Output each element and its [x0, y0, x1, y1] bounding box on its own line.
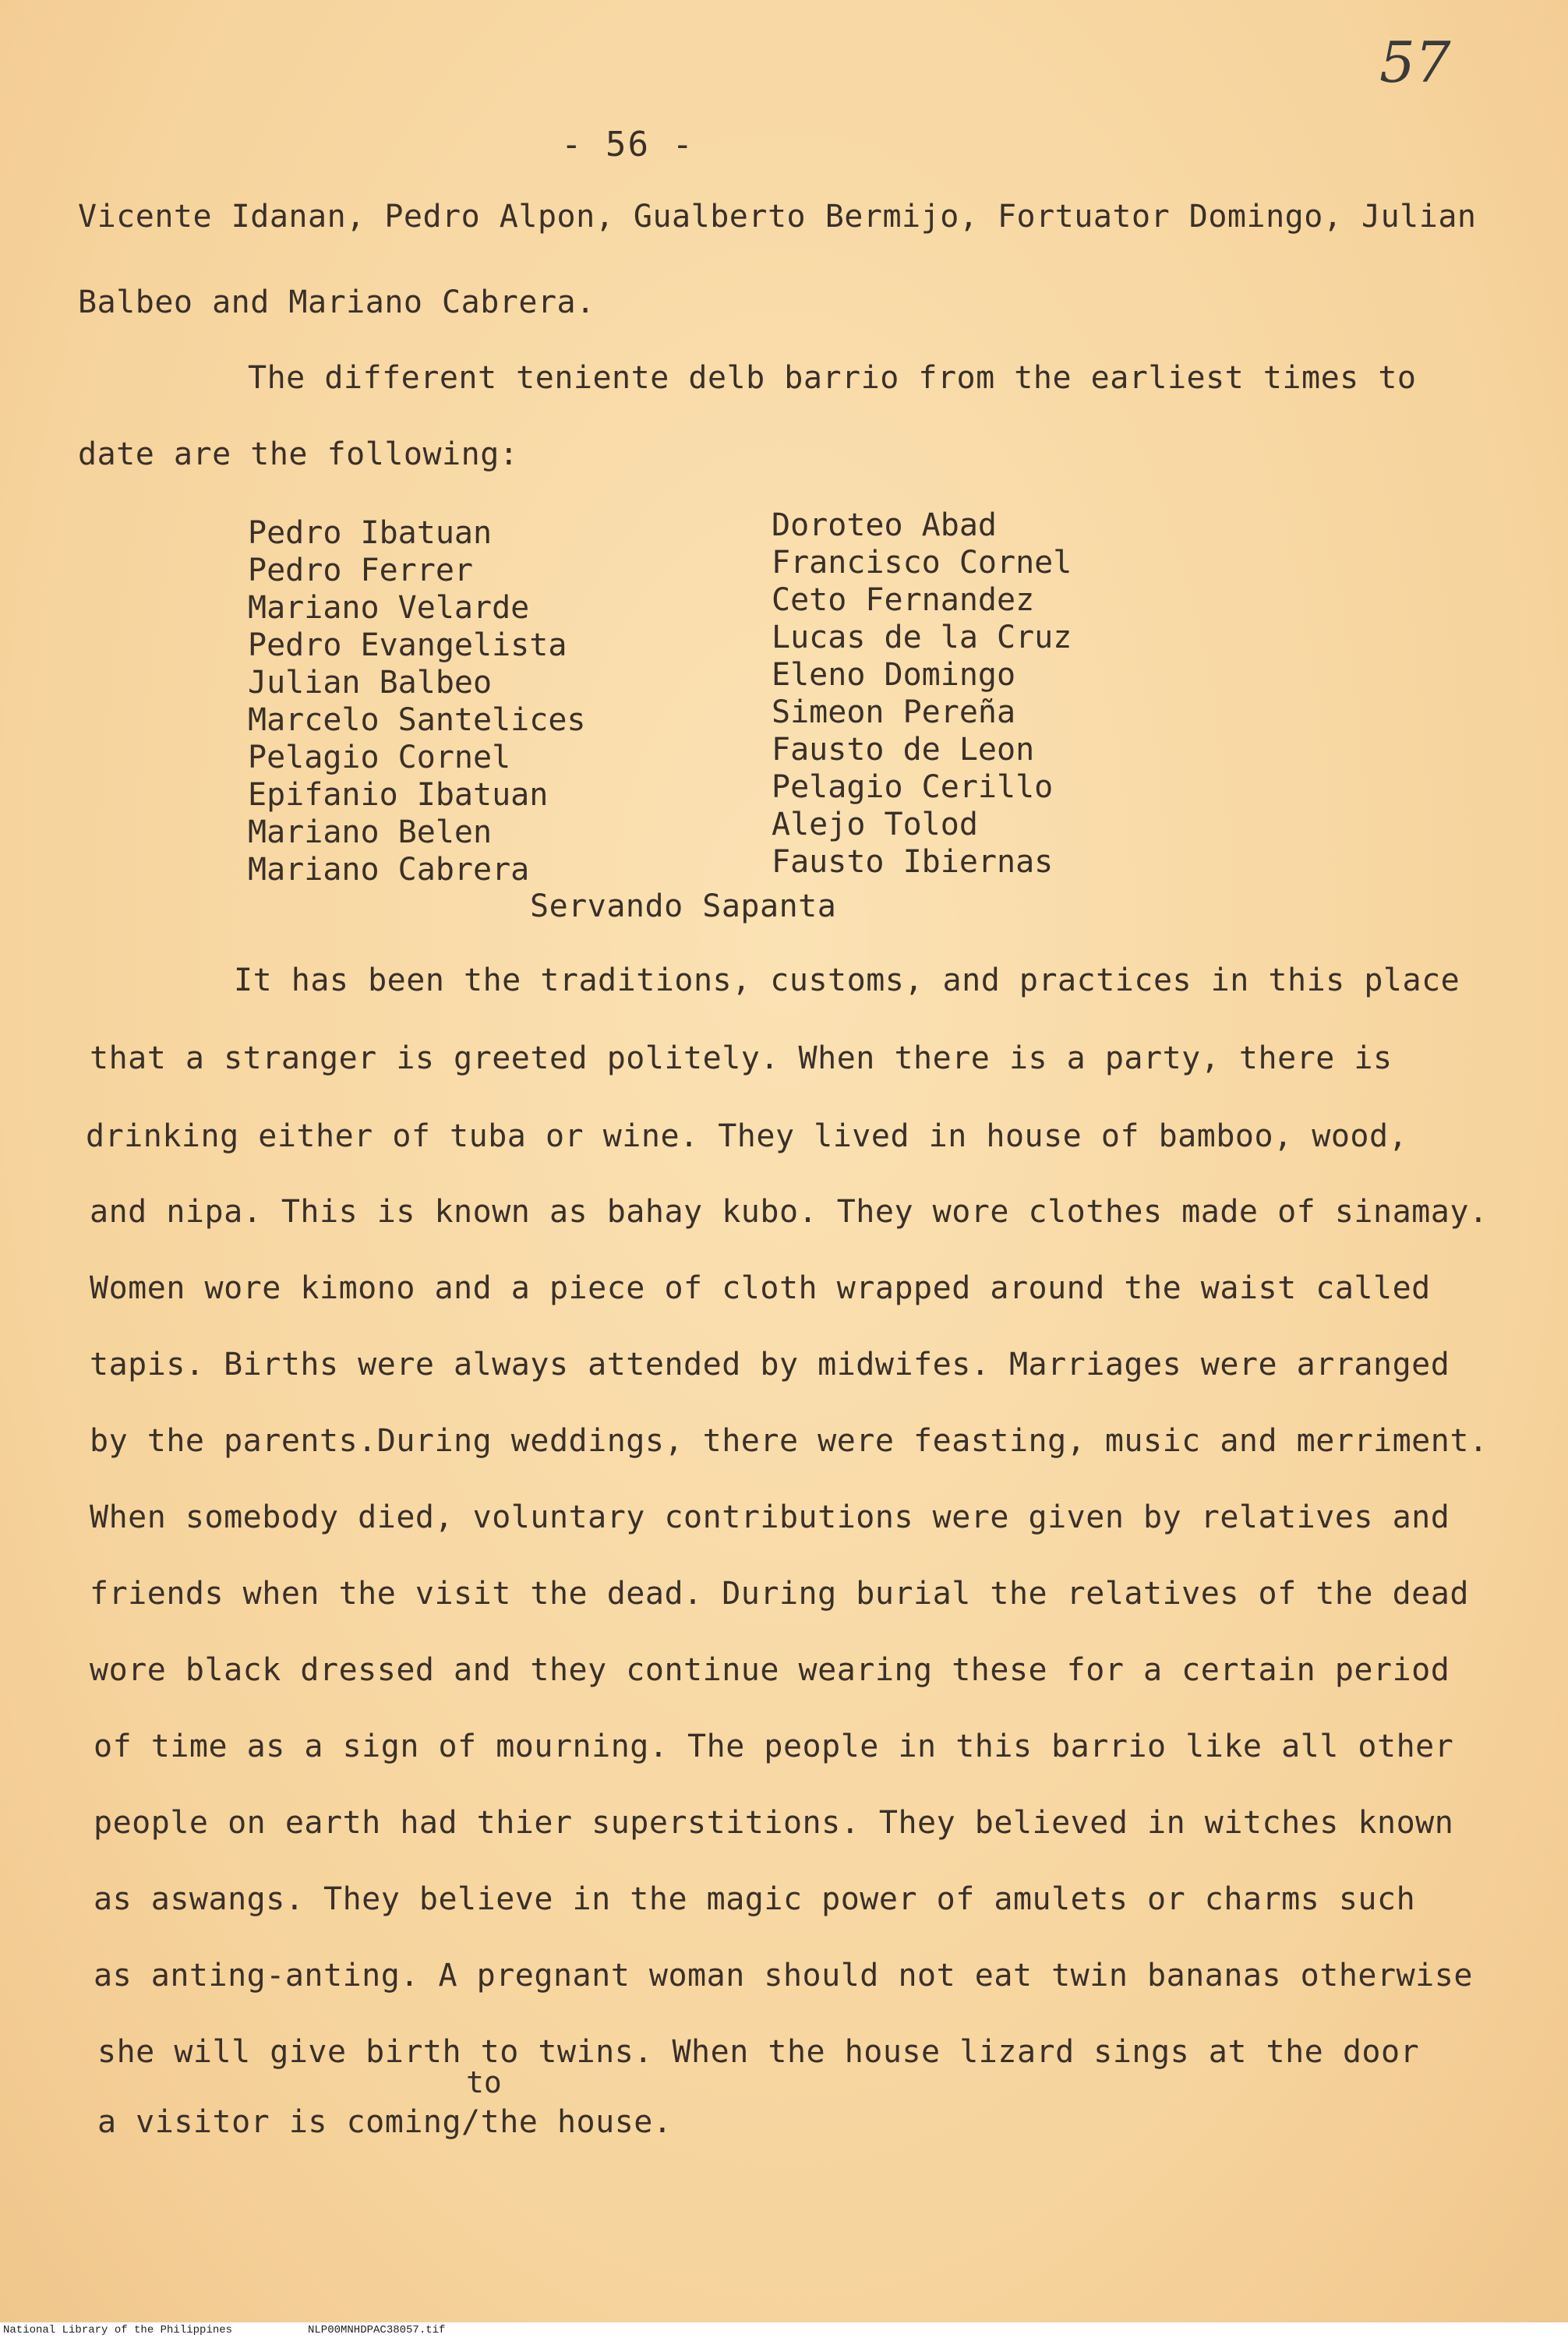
- paragraph-line: tapis. Births were always attended by midwifes. Marriages were arranged: [90, 1347, 1450, 1383]
- intro-line: Vicente Idanan, Pedro Alpon, Gualberto Bermijo, Fortuator Domingo, Julian: [78, 199, 1477, 235]
- teniente-name: Marcelo Santelices: [248, 702, 586, 738]
- paragraph-line: It has been the traditions, customs, and practices in this place: [234, 962, 1460, 998]
- inserted-word: to: [466, 2065, 502, 2100]
- paragraph-line: she will give birth to twins. When the house lizard sings at the door: [97, 2034, 1420, 2070]
- teniente-name: Pedro Ferrer: [248, 553, 473, 588]
- paragraph-line: drinking either of tuba or wine. They lived in house of bamboo, wood,: [86, 1118, 1408, 1154]
- tenientes-right-column: [772, 507, 1072, 881]
- teniente-name: Mariano Cabrera: [248, 852, 530, 888]
- teniente-last-name: Servando Sapanta: [530, 888, 837, 924]
- teniente-name: Pelagio Cerillo: [772, 769, 1054, 805]
- intro-line: The different teniente delb barrio from the earliest times to: [248, 360, 1417, 396]
- paragraph-line: that a stranger is greeted politely. When there is a party, there is: [90, 1040, 1393, 1076]
- paragraph-line: as aswangs. They believe in the magic power of amulets or charms such: [94, 1881, 1416, 1917]
- paragraph-line: friends when the visit the dead. During burial the relatives of the dead: [90, 1576, 1469, 1612]
- paragraph-line: Women wore kimono and a piece of cloth wrapped around the waist called: [90, 1270, 1431, 1306]
- paragraph-line: When somebody died, voluntary contributions were given by relatives and: [90, 1499, 1450, 1535]
- teniente-name: Mariano Velarde: [248, 590, 530, 626]
- tenientes-left-column: [248, 514, 585, 888]
- teniente-name: Epifanio Ibatuan: [248, 777, 549, 813]
- page-number: - 56 -: [561, 125, 694, 164]
- intro-line: Balbeo and Mariano Cabrera.: [78, 284, 595, 320]
- paragraph-line: a visitor is coming/the house.: [97, 2104, 673, 2140]
- intro-line: date are the following:: [78, 436, 519, 472]
- paragraph-line: by the parents.During weddings, there were feasting, music and merriment.: [90, 1423, 1489, 1459]
- teniente-name: Simeon Pereña: [772, 694, 1016, 730]
- paragraph-line: of time as a sign of mourning. The people in this barrio like all other: [94, 1729, 1454, 1764]
- paragraph-line: wore black dressed and they continue wearing these for a certain period: [90, 1652, 1450, 1688]
- paragraph-line: people on earth had thier superstitions. They believed in witches known: [94, 1805, 1454, 1841]
- teniente-name: Fausto de Leon: [772, 732, 1035, 768]
- teniente-name: Mariano Belen: [248, 814, 493, 850]
- teniente-name: Pedro Ibatuan: [248, 515, 493, 551]
- teniente-name: Ceto Fernandez: [772, 582, 1035, 618]
- teniente-name: Pelagio Cornel: [248, 740, 511, 775]
- teniente-name: Eleno Domingo: [772, 657, 1016, 693]
- teniente-name: Pedro Evangelista: [248, 627, 567, 663]
- teniente-name: Doroteo Abad: [772, 507, 997, 543]
- teniente-name: Fausto Ibiernas: [772, 844, 1054, 880]
- teniente-name: Alejo Tolod: [772, 807, 978, 842]
- paragraph-line: and nipa. This is known as bahay kubo. They wore clothes made of sinamay.: [90, 1194, 1489, 1230]
- teniente-name: Julian Balbeo: [248, 665, 493, 701]
- teniente-name: Francisco Cornel: [772, 545, 1072, 581]
- teniente-name: Lucas de la Cruz: [772, 620, 1072, 655]
- paragraph-line: as anting-anting. A pregnant woman should not eat twin bananas otherwise: [94, 1958, 1473, 1994]
- footer-library: National Library of the Philippines: [0, 2324, 235, 2336]
- footer-filename: NLP00MNHDPAC38057.tif: [308, 2324, 446, 2336]
- handwritten-page-number: 57: [1379, 30, 1451, 95]
